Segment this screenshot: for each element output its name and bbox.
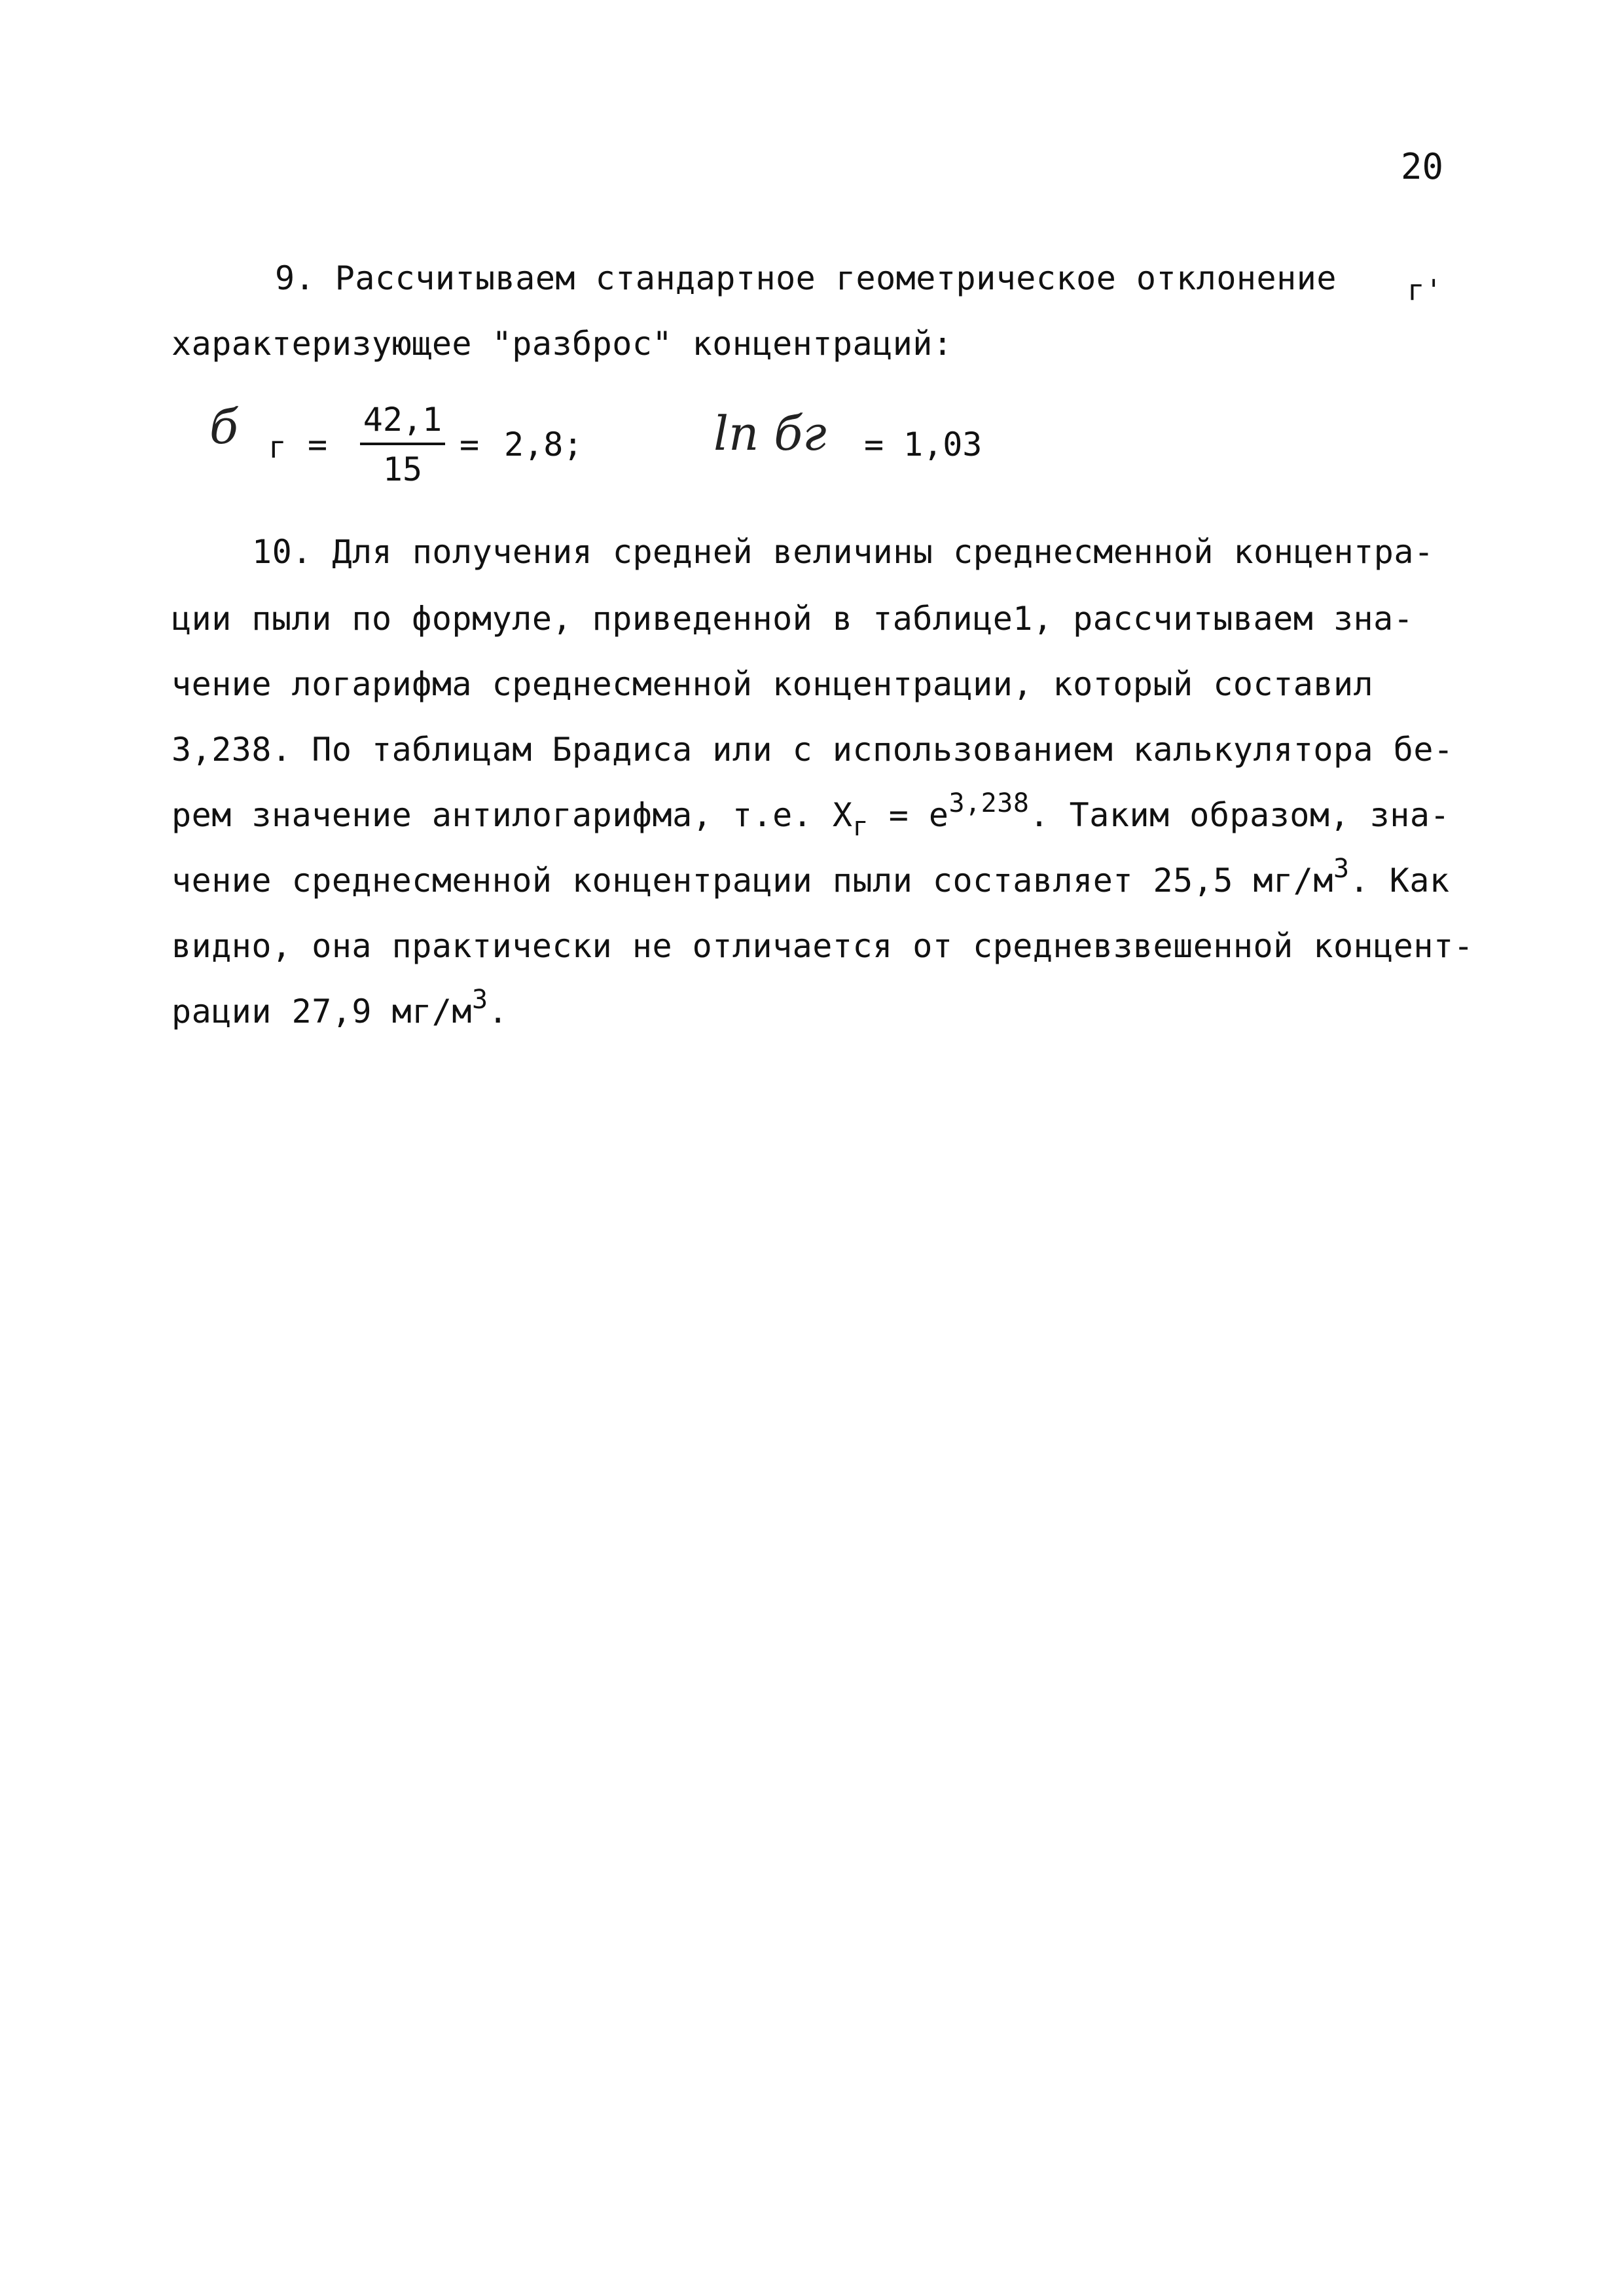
item10-line6-text-b: . Как: [1349, 862, 1450, 900]
item10-line7: видно, она практически не отличается от средневзвешенной концент-: [171, 927, 1474, 965]
page-number: 20: [1401, 146, 1444, 187]
fraction: [360, 401, 445, 488]
ln-sigma-label: ln бг: [713, 406, 827, 461]
item10-line1: 10. Для получения средней величины среднесменной концентра-: [252, 533, 1434, 571]
ln-sigma-result: 1,03: [903, 426, 983, 464]
item10-line8-text-b: .: [488, 993, 509, 1030]
item10-line8: [171, 985, 509, 1030]
x-subscript: г: [852, 812, 869, 842]
sigma-symbol: б: [209, 399, 238, 454]
item10-line5-text-a: рем значение антилогарифма, т.е. X: [171, 796, 853, 834]
item10-line3: чение логарифма среднесменной концентрации, который составил: [171, 665, 1374, 703]
sigma-result: 2,8;: [504, 426, 583, 464]
item10-line6-text-a: чение среднесменной концентрации пыли составляет 25,5 мг/м: [171, 862, 1333, 900]
item10-line5-text-c: . Таким образом, зна-: [1029, 796, 1451, 834]
item9-line1: 9. Рассчитываем стандартное геометрическое отклонение: [275, 259, 1337, 297]
item10-line4: 3,238. По таблицам Брадиса или с использованием калькулятора бе-: [171, 731, 1454, 769]
sigma-formula: [209, 393, 1060, 504]
sigma-subscript: г: [268, 429, 287, 465]
item9-line2: характеризующее "разброс" концентраций:: [171, 325, 953, 363]
equals-sign: =: [308, 426, 328, 464]
item10-line5: [171, 788, 1451, 842]
equals-sign: =: [864, 426, 884, 464]
fraction-numerator: 42,1: [360, 401, 445, 445]
exponent: 3,238: [948, 788, 1030, 818]
cubic-superscript: 3: [472, 985, 488, 1015]
item10-line2: ции пыли по формуле, приведенной в таблице1, рассчитываем зна-: [171, 600, 1414, 638]
item10-line8-text-a: рации 27,9 мг/м: [171, 993, 473, 1030]
cubic-superscript: 3: [1333, 854, 1350, 884]
fraction-denominator: 15: [382, 450, 423, 488]
equals-sign: =: [460, 426, 480, 464]
item9-line1-tail: г': [1407, 274, 1443, 307]
item10-line6: [171, 854, 1450, 900]
item10-line5-text-b: = e: [869, 796, 949, 834]
